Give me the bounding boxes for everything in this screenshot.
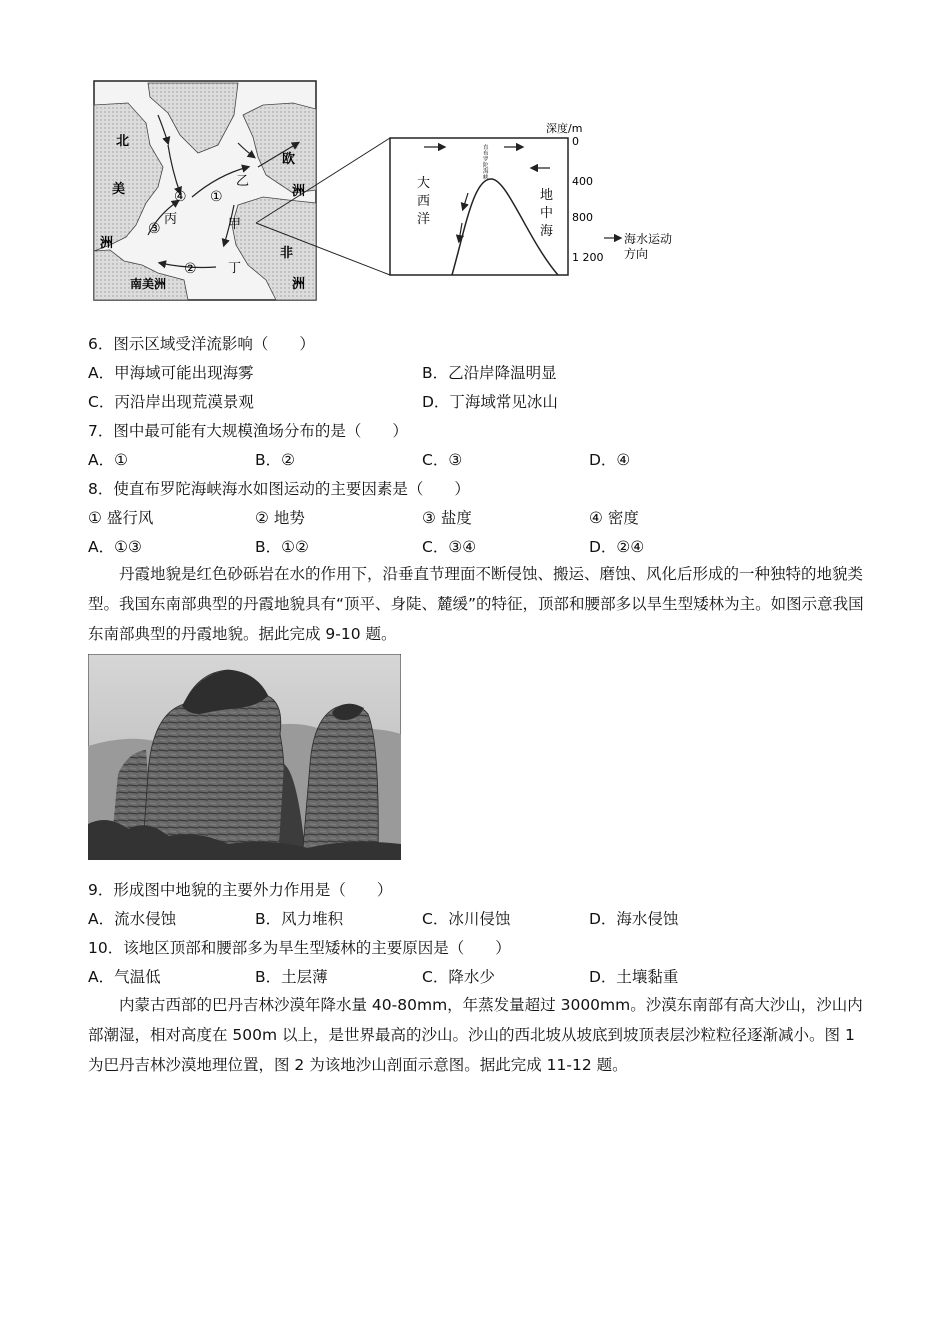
label-africa: 非 bbox=[280, 246, 294, 261]
question-7-option-d: D．④ bbox=[589, 451, 631, 469]
question-10-option-b: B．土层薄 bbox=[255, 968, 328, 986]
question-9-stem: 9．形成图中地貌的主要外力作用是（ ） bbox=[88, 881, 393, 899]
question-8-option-d: D．②④ bbox=[589, 538, 645, 556]
question-7-option-b: B．② bbox=[255, 451, 296, 469]
question-10-option-a: A．气温低 bbox=[88, 968, 161, 986]
strait-char-5: 海 bbox=[483, 169, 489, 175]
question-6-stem: 6．图示区域受洋流影响（ ） bbox=[88, 335, 315, 353]
strait-char-1: 直 bbox=[483, 145, 489, 151]
question-8-item-3: ③ 盐度 bbox=[422, 509, 472, 527]
atlantic-char-2: 西 bbox=[417, 194, 431, 209]
question-6-option-c: C．丙沿岸出现荒漠景观 bbox=[88, 393, 254, 411]
question-6-option-b: B．乙沿岸降温明显 bbox=[422, 364, 557, 382]
ocean-current-figure bbox=[88, 75, 688, 305]
strait-char-6: 峡 bbox=[483, 175, 489, 181]
label-europe-zhou: 洲 bbox=[292, 184, 306, 199]
strait-char-4: 陀 bbox=[483, 163, 489, 169]
label-south-america: 南美洲 bbox=[130, 277, 167, 291]
question-9-option-c: C．冰川侵蚀 bbox=[422, 910, 511, 928]
question-8-item-1: ① 盛行风 bbox=[88, 509, 154, 527]
question-10-option-d: D．土壤黏重 bbox=[589, 968, 679, 986]
north-atlantic-map bbox=[94, 81, 316, 300]
label-current-1: ① bbox=[210, 189, 223, 205]
passage-badain-jaran: 内蒙古西部的巴丹吉林沙漠年降水量 40-80mm，年蒸发量超过 3000mm。沙漠东南部有高大沙山，沙山内部潮湿，相对高度在 500m 以上，是世界最高的沙山。沙山的西北坡从坡底到坡顶表层沙粒粒径逐渐减小。图 1 为巴丹吉林沙漠地理位置，图 2 为该地沙山剖面示意图。据此完成 11-12 题。 bbox=[88, 996, 863, 1074]
label-africa-zhou: 洲 bbox=[292, 277, 306, 292]
legend-flow-line1: 海水运动 bbox=[624, 232, 673, 246]
label-europe: 欧 bbox=[282, 152, 296, 167]
label-america-zhou: 洲 bbox=[100, 236, 114, 251]
question-8-stem: 8．使直布罗陀海峡海水如图运动的主要因素是（ ） bbox=[88, 480, 470, 498]
question-7-option-c: C．③ bbox=[422, 451, 463, 469]
label-current-4: ④ bbox=[174, 189, 187, 205]
label-north: 北 bbox=[116, 134, 130, 149]
gibraltar-profile bbox=[390, 121, 672, 275]
atlantic-char-3: 洋 bbox=[417, 212, 431, 227]
label-yi: 乙 bbox=[236, 174, 250, 189]
passage-danxia: 丹霞地貌是红色砂砾岩在水的作用下，沿垂直节理面不断侵蚀、搬运、磨蚀、风化后形成的一种独特的地貌类型。我国东南部典型的丹霞地貌具有“顶平、身陡、麓缓”的特征，顶部和腰部多以旱生型矮林为主。如图示意我国东南部典型的丹霞地貌。据此完成 9-10 题。 bbox=[88, 565, 864, 643]
question-8-option-c: C．③④ bbox=[422, 538, 477, 556]
atlantic-char-1: 大 bbox=[417, 176, 431, 191]
strait-char-3: 罗 bbox=[483, 157, 489, 163]
legend-flow-line2: 方向 bbox=[624, 247, 649, 261]
question-10-option-c: C．降水少 bbox=[422, 968, 495, 986]
question-8-option-a: A．①③ bbox=[88, 538, 142, 556]
med-char-2: 中 bbox=[540, 206, 554, 221]
question-9-option-b: B．风力堆积 bbox=[255, 910, 344, 928]
question-8-option-b: B．①② bbox=[255, 538, 309, 556]
question-7-option-a: A．① bbox=[88, 451, 128, 469]
med-char-3: 海 bbox=[540, 224, 554, 239]
label-jia: 甲 bbox=[228, 217, 242, 232]
danxia-photo bbox=[88, 654, 401, 860]
question-9-option-a: A．流水侵蚀 bbox=[88, 910, 177, 928]
question-6-option-a: A．甲海域可能出现海雾 bbox=[88, 364, 254, 382]
label-america: 美 bbox=[112, 182, 126, 197]
depth-tick-0: 0 bbox=[572, 135, 579, 148]
label-current-3: ③ bbox=[148, 221, 161, 237]
question-8-item-2: ② 地势 bbox=[255, 509, 305, 527]
label-bing: 丙 bbox=[164, 212, 178, 227]
strait-char-2: 布 bbox=[483, 151, 489, 157]
med-char-1: 地 bbox=[540, 188, 554, 203]
label-current-2: ② bbox=[184, 261, 197, 277]
question-9-option-d: D．海水侵蚀 bbox=[589, 910, 679, 928]
question-6-option-d: D．丁海域常见冰山 bbox=[422, 393, 558, 411]
question-8-item-4: ④ 密度 bbox=[589, 509, 639, 527]
question-10-stem: 10．该地区顶部和腰部多为旱生型矮林的主要原因是（ ） bbox=[88, 939, 511, 957]
depth-axis-title: 深度/m bbox=[546, 122, 583, 135]
depth-tick-400: 400 bbox=[572, 175, 593, 188]
depth-tick-800: 800 bbox=[572, 211, 593, 224]
depth-tick-1200: 1 200 bbox=[572, 251, 604, 264]
label-ding: 丁 bbox=[228, 261, 242, 276]
question-7-stem: 7．图中最可能有大规模渔场分布的是（ ） bbox=[88, 422, 408, 440]
